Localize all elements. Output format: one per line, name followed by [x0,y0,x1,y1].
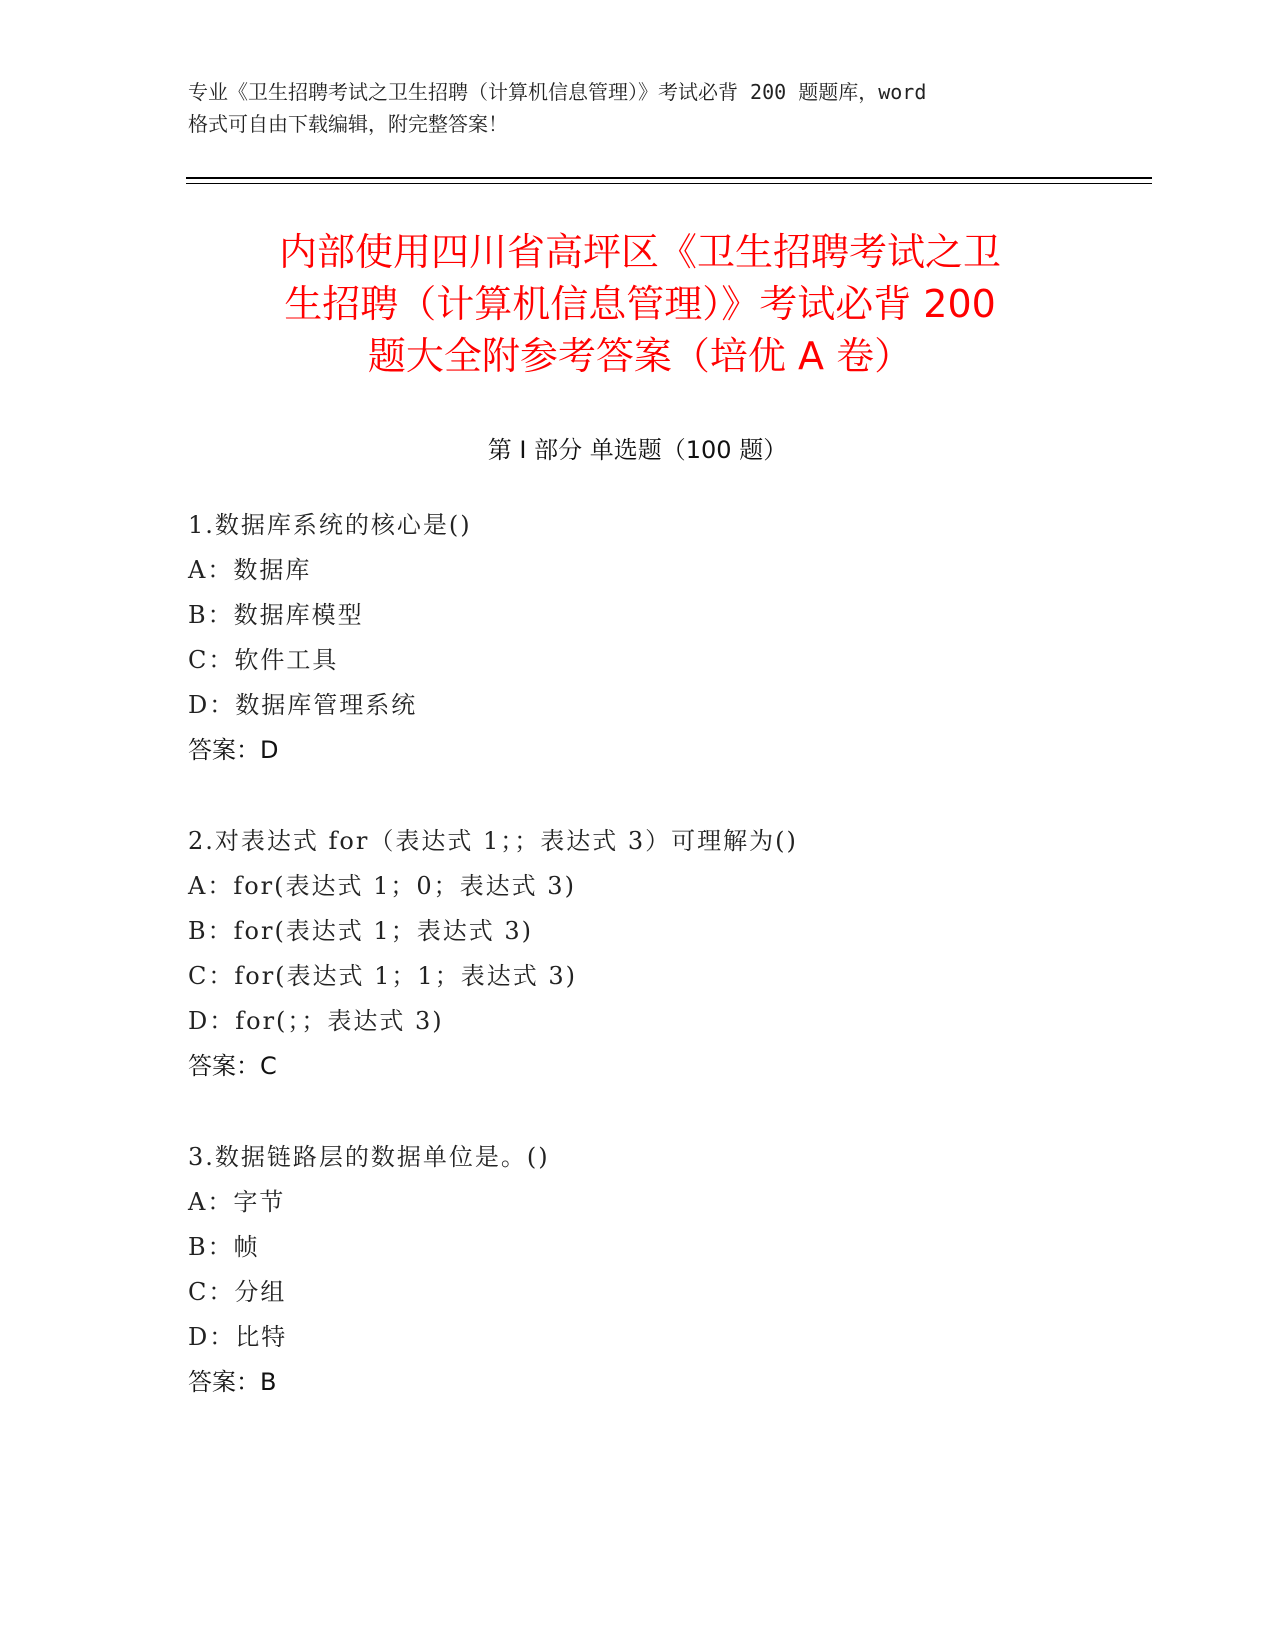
question-block [188,1135,1088,1405]
option-a: A：数据库 [188,556,312,584]
question-block [188,819,1088,1089]
option-d: D：数据库管理系统 [188,691,418,719]
option-a: A：字节 [188,1188,286,1216]
question-block [188,503,1088,773]
answer-text: 答案：C [188,1052,277,1080]
document-title-line-1: 内部使用四川省高坪区《卫生招聘考试之卫 [278,230,1001,274]
header-divider-thin [186,183,1152,184]
option-a: A：for(表达式 1；0；表达式 3) [188,872,576,900]
option-d: D：比特 [188,1323,288,1351]
question-stem: 3.数据链路层的数据单位是。() [188,1143,550,1171]
option-c: C：软件工具 [188,646,339,674]
header-note [188,76,1088,140]
option-b: B：数据库模型 [188,601,364,629]
document-title-line-3: 题大全附参考答案（培优 A 卷） [367,334,913,378]
question-stem: 1.数据库系统的核心是() [188,511,472,539]
answer-text: 答案：B [188,1368,277,1396]
answer-text: 答案：D [188,736,279,764]
option-c: C：分组 [188,1278,287,1306]
header-note-line-1: 专业《卫生招聘考试之卫生招聘（计算机信息管理）》考试必背 200 题题库，word [188,80,927,104]
option-d: D：for(；；表达式 3) [188,1007,444,1035]
section-heading: 第 I 部分 单选题（100 题） [487,436,788,464]
question-stem: 2.对表达式 for（表达式 1；；表达式 3）可理解为() [188,827,798,855]
header-note-line-2: 格式可自由下载编辑，附完整答案！ [188,112,508,136]
header-divider-thick [186,177,1152,179]
document-title-line-2: 生招聘（计算机信息管理）》考试必背 200 [284,282,996,326]
document-title [190,226,1090,382]
option-b: B：for(表达式 1；表达式 3) [188,917,533,945]
option-c: C：for(表达式 1；1；表达式 3) [188,962,577,990]
option-b: B：帧 [188,1233,260,1261]
